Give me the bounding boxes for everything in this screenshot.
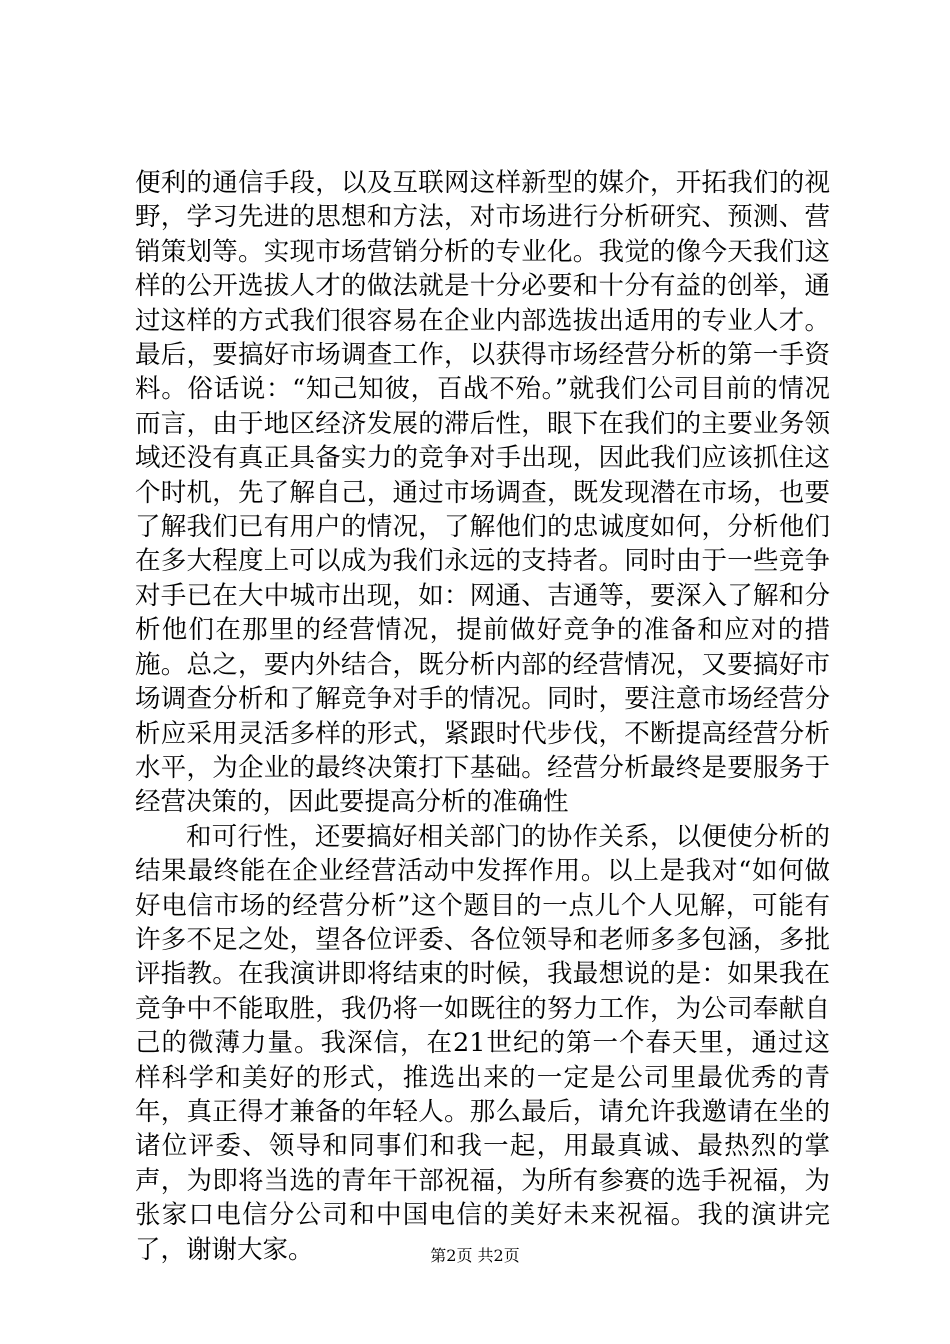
paragraph-1: 便利的通信手段，以及互联网这样新型的媒介，开拓我们的视野，学习先进的思想和方法，对市场进行分析研究、预测、营销策划等。实现市场营销分析的专业化。我觉的像今天我们这样的公开选拔人才的做法就是十分必要和十分有益的创举，通过这样的方式我们很容易在企业内部选拔出适用的专业人才。最后，要搞好市场调查工作，以获得市场经营分析的第一手资料。俗话说：“知己知彼，百战不殆。”就我们公司目前的情况而言，由于地区经济发展的滞后性，眼下在我们的主要业务领域还没有真正具备实力的竞争对手出现，因此我们应该抓住这个时机，先了解自己，通过市场调查，既发现潜在市场，也要了解我们已有用户的情况，了解他们的忠诚度如何，分析他们在多大程度上可以成为我们永远的支持者。同时由于一些竞争对手已在大中城市出现，如：网通、吉通等，要深入了解和分析他们在那里的经营情况，提前做好竞争的准备和应对的措施。总之，要内外结合，既分析内部的经营情况，又要搞好市场调查分析和了解竞争对手的情况。同时，要注意市场经营分析应采用灵活多样的形式，紧跟时代步伐，不断提高经营分析水平，为企业的最终决策打下基础。经营分析最终是要服务于经营决策的，因此要提高分析的准确性 [135,168,830,818]
document-body [135,166,830,1267]
page-footer: 第2页 共2页 [430,1246,520,1265]
paragraph-2: 和可行性，还要搞好相关部门的协作关系，以便使分析的结果最终能在企业经营活动中发挥作用。以上是我对“如何做好电信市场的经营分析”这个题目的一点儿个人见解，可能有许多不足之处，望各位评委、各位领导和老师多多包涵，多批评指教。在我演讲即将结束的时候，我最想说的是：如果我在竞争中不能取胜，我仍将一如既往的努力工作，为公司奉献自己的微薄力量。我深信，在21世纪的第一个春天里，通过这样科学和美好的形式，推选出来的一定是公司里最优秀的青年，真正得才兼备的年轻人。那么最后，请允许我邀请在坐的诸位评委、领导和同事们和我一起，用最真诚、最热烈的掌声，为即将当选的青年干部祝福，为所有参赛的选手祝福，为张家口电信分公司和中国电信的美好未来祝福。我的演讲完了，谢谢大家。 [135,821,830,1265]
